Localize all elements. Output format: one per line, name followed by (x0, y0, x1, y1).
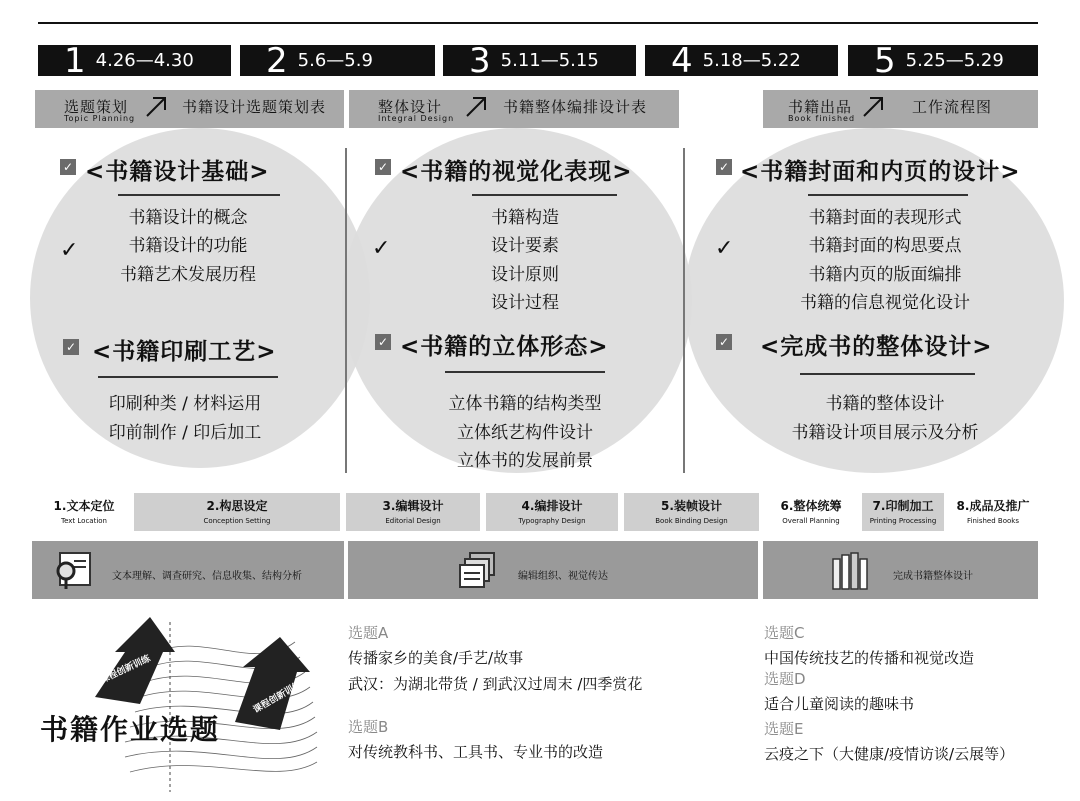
phase-subtitle: Topic Planning (64, 114, 136, 123)
week-bar-2 (240, 40, 435, 81)
topic-item: 书籍的信息视觉化设计 (800, 293, 970, 313)
week-number: 1 (64, 40, 86, 81)
step-3 (346, 493, 480, 531)
checkbox-icon: ✓ (375, 159, 391, 175)
checkbox-icon: ✓ (716, 334, 732, 350)
check-icon: ✓ (60, 238, 79, 263)
step-2 (134, 493, 340, 531)
topic-item: 设计过程 (491, 293, 559, 313)
arrow-label: 课程创新训练 (251, 679, 304, 716)
heading-rule (472, 194, 617, 196)
week-range: 5.11—5.15 (500, 50, 599, 71)
topic-tag: 选题C (764, 624, 805, 642)
step-label: 1.文本定位 (53, 499, 115, 513)
step-6 (765, 493, 857, 531)
topic-item: 立体纸艺构件设计 (457, 423, 593, 443)
section-heading: <完成书的整体设计> (760, 334, 993, 360)
week-number: 4 (671, 40, 693, 81)
topic-item: 立体书籍的结构类型 (448, 394, 602, 414)
heading-rule (800, 373, 975, 375)
heading-rule (808, 194, 968, 196)
week-bar-5 (848, 40, 1038, 81)
week-range: 5.25—5.29 (905, 50, 1004, 71)
topic-item: 书籍内页的版面编排 (808, 265, 962, 285)
step-label: 8.成品及推广 (956, 499, 1030, 513)
step-sub: Overall Planning (782, 517, 840, 525)
topic-item: 印刷种类 / 材料运用 (108, 394, 262, 414)
wave-arrows-illustration (55, 612, 335, 797)
topic-item: 书籍封面的表现形式 (808, 208, 962, 228)
step-label: 7.印制加工 (872, 499, 934, 513)
topic-line: 武汉：为湖北带货 / 到武汉过周末 /四季赏花 (348, 675, 643, 693)
section-heading: <书籍的视觉化表现> (400, 159, 633, 185)
arrow-label: 课程创新训练 (99, 653, 153, 686)
phase-table-label: 书籍设计选题策划表 (182, 98, 327, 116)
topic-item: 设计要素 (491, 236, 559, 256)
heading-rule (118, 194, 280, 196)
topic-item: 立体书的发展前景 (457, 451, 593, 471)
topic-tag: 选题A (348, 624, 389, 642)
step-label: 5.装帧设计 (661, 499, 722, 513)
books-icon (830, 551, 874, 591)
step-sub: Book Binding Design (655, 517, 728, 525)
week-range: 5.18—5.22 (702, 50, 801, 71)
topic-item: 书籍的整体设计 (825, 394, 945, 414)
section-heading: <书籍的立体形态> (400, 334, 609, 360)
topic-item: 书籍设计的概念 (128, 208, 248, 228)
topic-item: 设计原则 (491, 265, 559, 285)
stacked-pages-icon (458, 551, 498, 591)
topic-line: 传播家乡的美食/手艺/故事 (348, 649, 524, 667)
band-text: 完成书籍整体设计 (893, 571, 973, 582)
diagonal-arrow-icon (465, 96, 487, 118)
step-sub: Conception Setting (203, 517, 271, 525)
checkbox-icon: ✓ (60, 159, 76, 175)
week-number: 2 (266, 40, 288, 81)
topic-item: 书籍设计项目展示及分析 (791, 423, 979, 443)
step-label: 2.构思设定 (206, 499, 268, 513)
week-range: 5.6—5.9 (297, 50, 373, 71)
magnifier-document-icon (52, 551, 96, 591)
phase-title: 书籍出品 (788, 98, 853, 116)
step-sub: Typography Design (518, 517, 586, 525)
check-icon: ✓ (715, 236, 734, 261)
topic-line: 中国传统技艺的传播和视觉改造 (764, 649, 975, 667)
section-heading: <书籍印刷工艺> (92, 339, 277, 365)
step-7 (862, 493, 944, 531)
section-heading: <书籍设计基础> (85, 159, 270, 185)
top-rule (38, 22, 1038, 24)
column-divider (345, 148, 347, 473)
step-sub: Finished Books (967, 517, 1019, 525)
topic-item: 书籍构造 (491, 208, 559, 228)
topic-item: 书籍艺术发展历程 (120, 265, 256, 285)
topic-tag: 选题E (764, 720, 804, 738)
step-4 (486, 493, 618, 531)
step-sub: Printing Processing (869, 517, 937, 525)
phase-subtitle: Book finished (788, 114, 856, 123)
week-number: 3 (469, 40, 491, 81)
diagonal-arrow-icon (145, 96, 167, 118)
step-label: 3.编辑设计 (382, 499, 444, 513)
week-bar-3 (443, 40, 636, 81)
check-icon: ✓ (372, 236, 391, 261)
step-5 (624, 493, 759, 531)
topic-tag: 选题B (348, 718, 389, 736)
diagonal-arrow-icon (862, 96, 884, 118)
phase-table-label: 工作流程图 (912, 98, 993, 116)
topic-line: 适合儿童阅读的趣味书 (764, 695, 915, 713)
phase-subtitle: Integral Design (378, 114, 455, 123)
band-text: 文本理解、调查研究、信息收集、结构分析 (112, 571, 302, 582)
topic-item: 书籍封面的构思要点 (808, 236, 962, 256)
heading-rule (445, 371, 605, 373)
phase-title: 整体设计 (378, 98, 443, 116)
step-label: 6.整体统筹 (780, 499, 842, 513)
checkbox-icon: ✓ (63, 339, 79, 355)
step-label: 4.编排设计 (521, 499, 583, 513)
section-heading: <书籍封面和内页的设计> (740, 159, 1021, 185)
topic-item: 书籍设计的功能 (128, 236, 248, 256)
topic-line: 对传统教科书、工具书、专业书的改造 (348, 743, 604, 761)
week-bar-4 (645, 40, 838, 81)
assignment-title: 书籍作业选题 (40, 713, 221, 746)
checkbox-icon: ✓ (375, 334, 391, 350)
band-text: 编辑组织、视觉传达 (518, 571, 608, 582)
week-number: 5 (874, 40, 896, 81)
step-sub: Text Location (61, 517, 107, 525)
phase-table-label: 书籍整体编排设计表 (503, 98, 648, 116)
step-sub: Editorial Design (385, 517, 441, 525)
topic-item: 印前制作 / 印后加工 (108, 423, 262, 443)
week-bar-1 (38, 40, 231, 81)
week-range: 4.26—4.30 (95, 50, 194, 71)
phase-title: 选题策划 (64, 98, 129, 116)
step-1 (38, 493, 130, 531)
heading-rule (98, 376, 278, 378)
column-divider (683, 148, 685, 473)
topic-line: 云疫之下（大健康/疫情访谈/云展等） (764, 745, 1015, 763)
step-8 (948, 493, 1038, 531)
checkbox-icon: ✓ (716, 159, 732, 175)
topic-tag: 选题D (764, 670, 806, 688)
